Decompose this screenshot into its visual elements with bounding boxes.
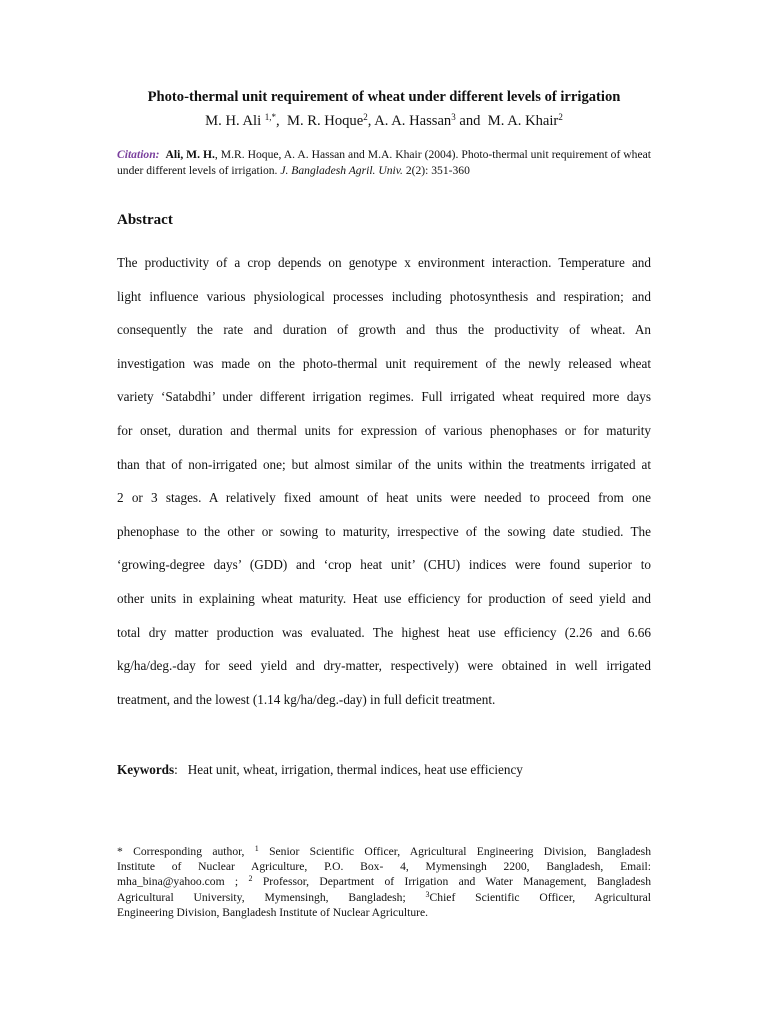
keywords-line: Keywords: Heat unit, wheat, irrigation, thermal indices, heat use efficiency [117, 762, 523, 777]
footnote-text: Professor, Department of Irrigation and Water Management, Bangladesh [262, 875, 651, 889]
author-affiliation-mark: 3 [451, 112, 456, 122]
abstract-line: total dry matter production was evaluated. The highest heat use efficiency (2.26 and 6.66 [117, 624, 651, 640]
abstract-line: consequently the rate and duration of growth and thus the productivity of wheat. An [117, 322, 651, 338]
citation-lead-author: Ali, M. H. [165, 148, 215, 161]
author-conjunction: and [459, 113, 481, 129]
abstract-line: treatment, and the lowest (1.14 kg/ha/deg.-day) in full deficit treatment. [117, 691, 496, 707]
author-affiliation-mark: 2 [558, 112, 563, 122]
footnote-text: Institute of Nuclear Agriculture, P.O. Box- 4, Mymensingh 2200, Bangladesh, Email: [117, 860, 651, 874]
abstract-line: The productivity of a crop depends on genotype x environment interaction. Temperature and [117, 255, 651, 270]
corresponding-author-footnote [117, 844, 651, 920]
author-list: M. H. Ali $^{1,*}$, M. R. Hoque$^2$, A. A. Hassan$^3$ and M. A. Khair$^2$ [205, 112, 563, 129]
abstract-line: variety ‘Satabdhi’ under different irrigation regimes. Full irrigated wheat required more days [117, 389, 651, 405]
abstract-heading: Abstract [117, 212, 173, 228]
footnote-mark: 3 [425, 889, 430, 899]
author-name: M. H. Ali [205, 113, 262, 129]
citation-block: Citation: Ali, M. H., M.R. Hoque, A. A. Hassan and M.A. Khair (2004). Photo-thermal unit requirement of wheat under different levels of irrigation. J. Bangladesh Agril. Univ. 2(2): 351-360 [117, 148, 651, 177]
abstract-line: ‘growing-degree days’ (GDD) and ‘crop heat unit’ (CHU) indices were found superior to [117, 557, 651, 573]
author-name: A. A. Hassan [374, 113, 452, 129]
footnote-text: Agricultural University, Mymensingh, Bangladesh; [117, 890, 406, 904]
author-affiliation-mark: 1,* [264, 112, 277, 122]
abstract-line: kg/ha/deg.-day for seed yield and dry-matter, respectively) were obtained in well irrigated [117, 658, 651, 674]
footnote-mark: 2 [248, 874, 253, 884]
footnote-text: Senior Scientific Officer, Agricultural Engineering Division, Bangladesh [269, 845, 651, 858]
citation-journal: J. Bangladesh Agril. Univ. [280, 163, 403, 177]
footnote-text: Engineering Division, Bangladesh Institute of Nuclear Agriculture. [117, 905, 429, 919]
citation-volume-pages: 2(2): 351-360 [405, 163, 470, 177]
author-name: M. R. Hoque [286, 113, 364, 129]
abstract-line: 2 or 3 stages. A relatively fixed amount of heat units were needed to proceed from one [117, 490, 651, 506]
author-name: M. A. Khair [487, 113, 559, 129]
abstract-line: investigation was made on the photo-thermal unit requirement of the newly released wheat [117, 355, 651, 371]
footnote-email: mha_bina@yahoo.com ; [117, 875, 239, 889]
keywords-label: Keywords [117, 762, 175, 777]
abstract-line: light influence various physiological processes including photosynthesis and respiration; and [117, 288, 651, 304]
abstract-line: other units in explaining wheat maturity. Heat use efficiency for production of seed yield and [117, 590, 651, 606]
paper-title: Photo-thermal unit requirement of wheat under different levels of irrigation [147, 89, 621, 105]
abstract-line: phenophase to the other or sowing to maturity, irrespective of the sowing date studied. The [117, 523, 651, 539]
abstract-line: for onset, duration and thermal units for expression of various phenophases or for maturity [117, 422, 651, 438]
footnote-mark: 1 [254, 844, 259, 853]
footnote-text: * Corresponding author, [117, 845, 245, 858]
citation-text: , M.R. Hoque, A. A. Hassan and M.A. Khair (2004). Photo-thermal unit requirement of wheat under different levels of irrigation. [117, 148, 651, 177]
keywords-text: Heat unit, wheat, irrigation, thermal indices, heat use efficiency [187, 762, 523, 777]
footnote-text: Chief Scientific Officer, Agricultural [429, 890, 651, 904]
citation-label: Citation [117, 148, 156, 161]
abstract-body [117, 246, 651, 716]
author-affiliation-mark: 2 [363, 112, 368, 122]
abstract-line: than that of non-irrigated one; but almost similar of the units within the treatments irrigated at [117, 456, 651, 472]
